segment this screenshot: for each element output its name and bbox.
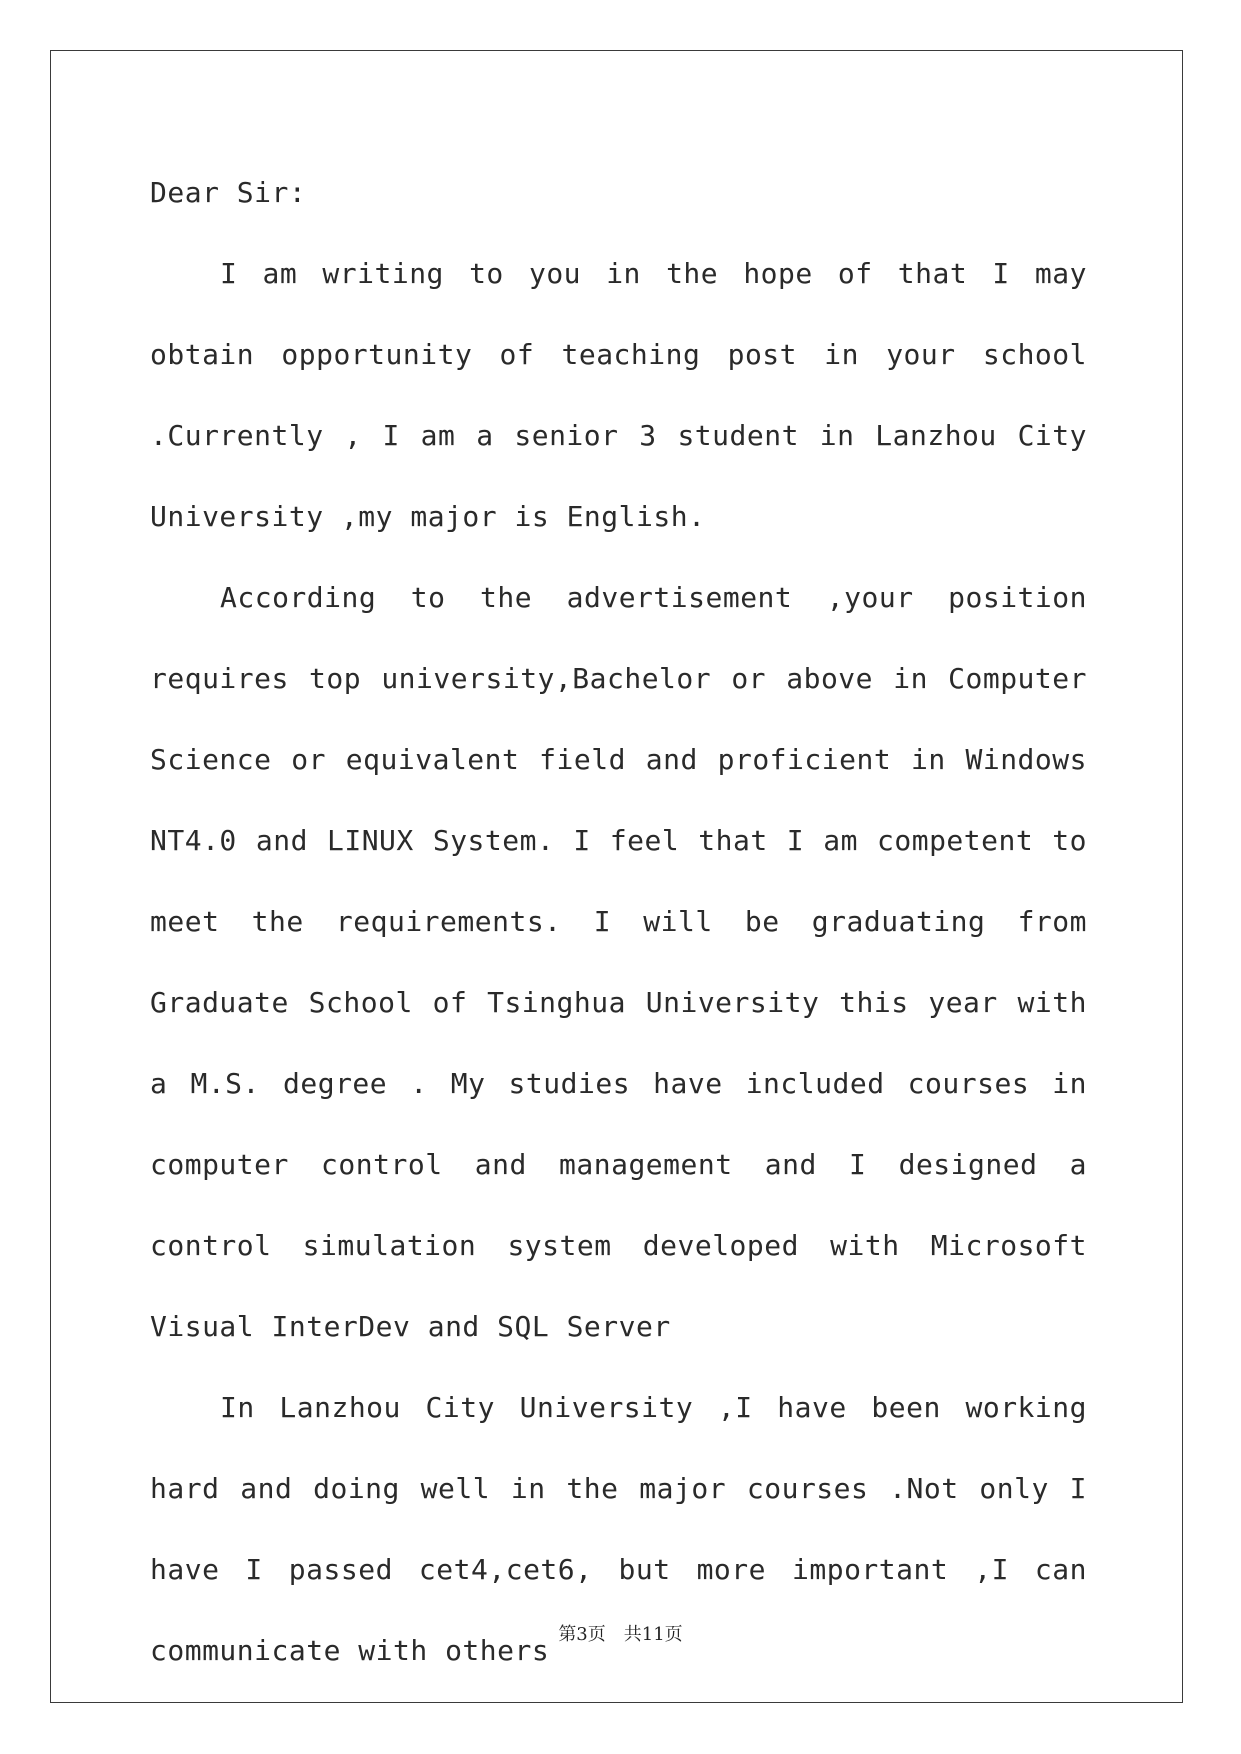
page-total: 共11页 [623,1624,683,1645]
salutation: Dear Sir: [150,176,307,209]
page-footer [0,1620,1241,1646]
paragraph-1: I am writing to you in the hope of that I may obtain opportunity of teaching post in your school .Currently , I am a senior 3 student in Lanzhou City University ,my major is English. [150,257,1087,533]
paragraph-2: According to the advertisement ,your position requires top university,Bachelor or above in Computer Science or equivalent field and proficient in Windows NT4.0 and LINUX System. I feel that I am competent to meet the requirements. I will be graduating from Graduate School of Tsinghua University this year with a M.S. degree . My studies have included courses in computer control and management and I designed a control simulation system developed with Microsoft Visual InterDev and SQL Server [150,581,1087,1343]
paragraph-3: In Lanzhou City University ,I have been working hard and doing well in the major courses .Not only I have I passed cet4,cet6, but more important ,I can communicate with others [150,1391,1087,1667]
page-number: 第3页 [558,1624,606,1645]
letter-body [150,152,1087,1691]
